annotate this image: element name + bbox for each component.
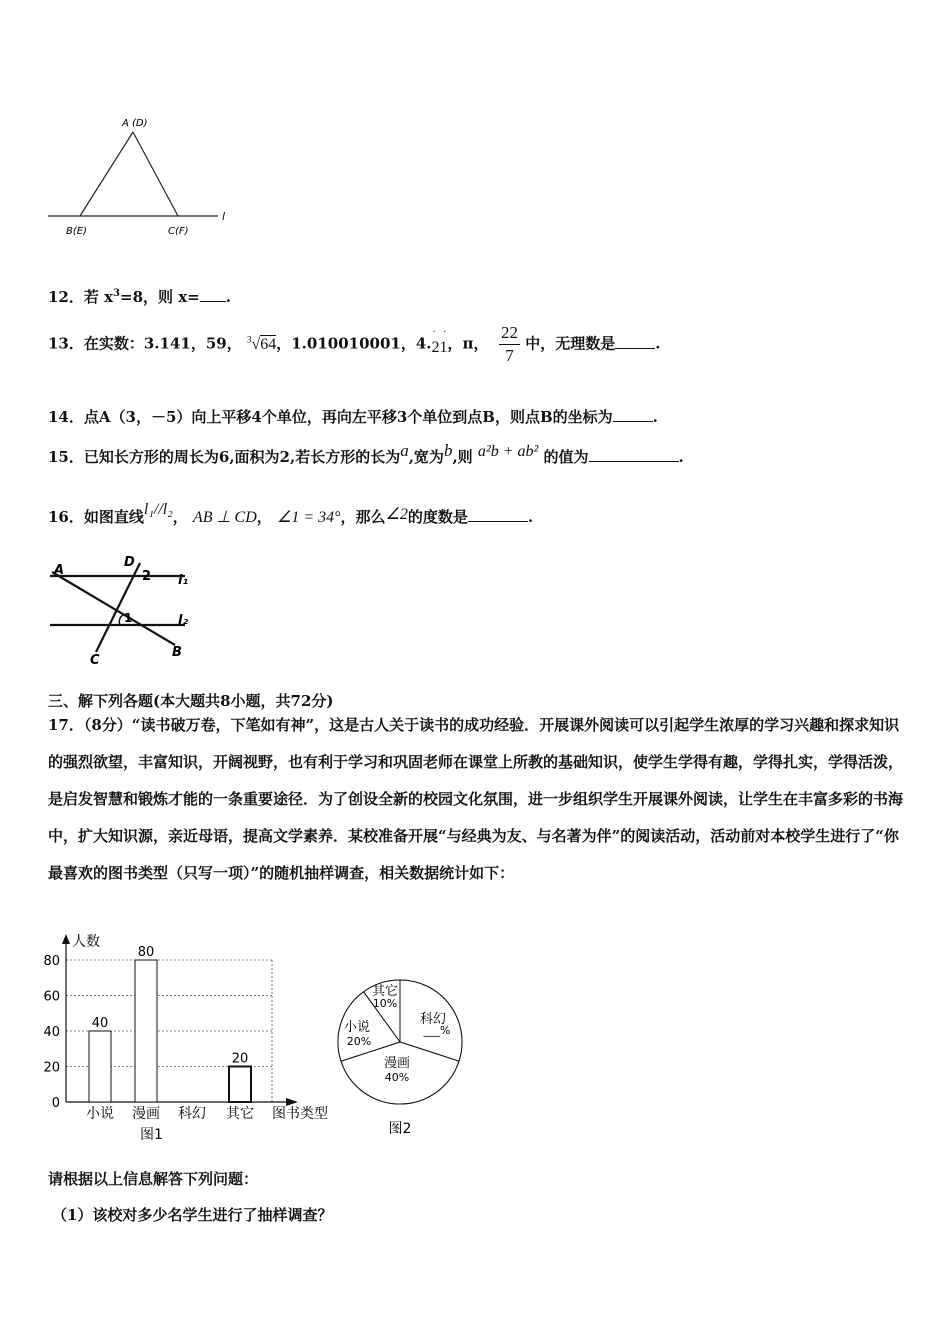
pie-slice-name: 科幻 bbox=[419, 1012, 447, 1027]
y-tick-label: 60 bbox=[43, 989, 60, 1005]
y-tick-label: 40 bbox=[43, 1025, 60, 1040]
question-15: 15．已知长方形的周长为6,面积为2,若长方形的长为a,宽为b,则 a²b + ab² 的值为 . bbox=[48, 441, 684, 466]
bar-data-label: 40 bbox=[91, 1016, 109, 1031]
x-axis-arrow bbox=[286, 1098, 298, 1106]
label-a: A bbox=[54, 563, 65, 578]
fraction-22-7: $\frac{22}{7}$ bbox=[500, 323, 518, 365]
pie-slice-label: ___% bbox=[423, 1024, 451, 1037]
y-tick-label: 80 bbox=[43, 954, 60, 969]
y-tick-label: 20 bbox=[43, 1060, 60, 1076]
chart-title: 图1 bbox=[140, 1127, 163, 1143]
label-line-l: l bbox=[222, 210, 226, 223]
bar-data-label: 20 bbox=[231, 1051, 249, 1067]
x-axis-title: 图书类型 bbox=[272, 1106, 328, 1122]
bar bbox=[229, 1067, 251, 1103]
repeating-decimal: · · 21 bbox=[431, 326, 448, 356]
question-16: 16．如图直线l₁//l₂， AB ⊥ CD， ∠1 = 34°，那么∠2的度数是 . bbox=[48, 501, 534, 526]
label-c: C bbox=[90, 653, 100, 668]
bar-data-label: 80 bbox=[137, 945, 155, 960]
pie-slice-name: 其它 bbox=[371, 984, 399, 999]
pie-slice-label: 40% bbox=[384, 1071, 410, 1084]
label-vertex-c: C(F) bbox=[168, 226, 189, 237]
question-prompt: 请根据以上信息解答下列问题： bbox=[48, 1170, 259, 1188]
pie-slice-name: 漫画 bbox=[383, 1056, 411, 1071]
y-axis-arrow bbox=[62, 934, 70, 944]
question-17: 17．（8分）“读书破万卷，下笔如有神”，这是古人关于读书的成功经验．开展课外阅读可以引起学生浓厚的学习兴趣和探求知识的强烈欲望，丰富知识，开阔视野，也有利于学习和巩固老师在课堂上所教的基础知识，使学生学得有趣，学得扎实，学得活泼，是启发智慧和锻炼才能的一条重要途径．为了创设全新的校园文化氛围，进一步组织学生开展课外阅读，让学生在丰富多彩的书海中，扩大知识源，亲近母语，提高文学素养．某校准备开展“与经典为友、与名著为伴”的阅读活动，活动前对本校学生进行了“你最喜欢的图书类型（只写一项）”的随机抽样调查，相关数据统计如下： bbox=[48, 716, 904, 882]
label-b: B bbox=[172, 645, 182, 660]
parallel-lines-figure bbox=[40, 552, 210, 672]
label-vertex-a: A (D) bbox=[122, 118, 148, 129]
pie-slice-label: 20% bbox=[346, 1035, 372, 1048]
y-tick-label: 0 bbox=[51, 1096, 60, 1111]
pie-slice-name: 小说 bbox=[343, 1020, 371, 1035]
label-vertex-b: B(E) bbox=[66, 226, 87, 237]
bar bbox=[135, 960, 157, 1102]
question-14: 14．点A（3，－5）向上平移4个单位，再向左平移3个单位到点B，则点B的坐标为 . bbox=[48, 408, 658, 426]
pie-slice-label: 10% bbox=[372, 997, 398, 1010]
triangle-figure bbox=[40, 110, 240, 240]
x-tick-label: 科幻 bbox=[178, 1106, 206, 1122]
x-tick-label: 小说 bbox=[86, 1106, 114, 1122]
bar bbox=[89, 1031, 111, 1102]
chart-title: 图2 bbox=[388, 1121, 412, 1137]
label-l1: l₁ bbox=[178, 573, 189, 588]
y-axis-title: 人数 bbox=[72, 934, 100, 950]
question-13: 13．在实数：3.141，59， $^3$√64，1.010010001，4. · · 21，π， $\frac{22}{7}$ 中，无理数是 . bbox=[48, 323, 661, 365]
label-angle-2: 2 bbox=[142, 569, 152, 584]
pie-chart bbox=[325, 975, 475, 1145]
label-l2: l₂ bbox=[178, 613, 189, 628]
x-tick-label: 其它 bbox=[226, 1106, 254, 1122]
label-angle-1: 1 bbox=[124, 611, 133, 625]
x-tick-label: 漫画 bbox=[132, 1106, 160, 1122]
label-d: D bbox=[124, 555, 135, 570]
bar-chart bbox=[40, 930, 350, 1145]
question-12: 12．若 $x^3=8$，则 x= . bbox=[48, 288, 231, 306]
section-3-title: 三、解下列各题(本大题共8小题，共72分) bbox=[48, 692, 334, 710]
sub-question-1: （1）该校对多少名学生进行了抽样调查？ bbox=[52, 1206, 333, 1224]
